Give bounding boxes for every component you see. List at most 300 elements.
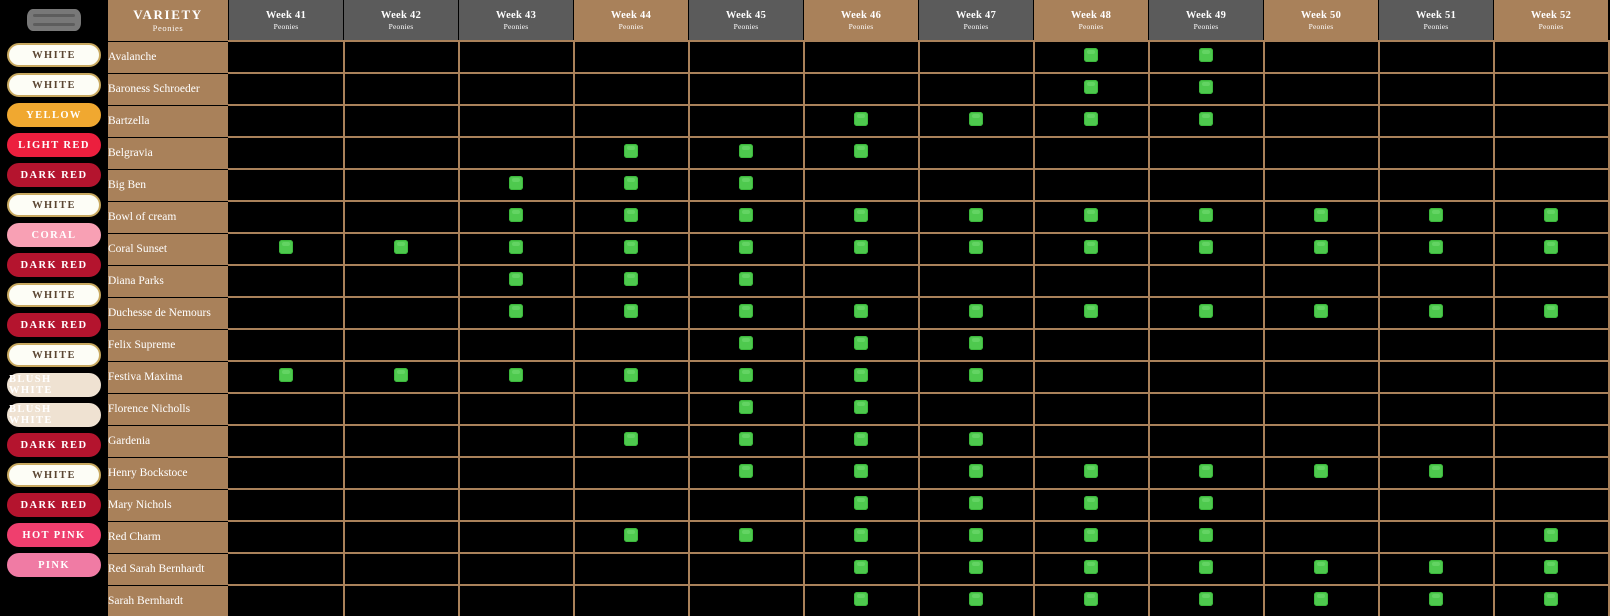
- availability-cell[interactable]: [1494, 201, 1609, 233]
- availability-cell[interactable]: [919, 233, 1034, 265]
- available-dot-icon: [969, 592, 983, 606]
- availability-cell[interactable]: [689, 105, 804, 137]
- availability-cell[interactable]: [919, 137, 1034, 169]
- availability-cell[interactable]: [229, 393, 344, 425]
- availability-cell[interactable]: [344, 393, 459, 425]
- availability-cell[interactable]: [804, 137, 919, 169]
- availability-cell[interactable]: [574, 521, 689, 553]
- availability-cell[interactable]: [804, 393, 919, 425]
- availability-cell[interactable]: [344, 553, 459, 585]
- week-label: Week 46: [840, 9, 882, 21]
- variety-name-cell[interactable]: Mary Nichols: [108, 489, 229, 521]
- availability-cell[interactable]: [459, 297, 574, 329]
- availability-cell[interactable]: [1379, 329, 1494, 361]
- availability-cell[interactable]: [229, 361, 344, 393]
- week-sublabel: Peonies: [618, 21, 644, 31]
- legend-item[interactable]: [0, 220, 108, 250]
- availability-cell[interactable]: [1264, 329, 1379, 361]
- availability-cell[interactable]: [574, 457, 689, 489]
- legend-item[interactable]: [0, 160, 108, 190]
- available-dot-icon: [509, 176, 523, 190]
- legend-item[interactable]: [0, 310, 108, 340]
- availability-cell[interactable]: [919, 265, 1034, 297]
- legend-item[interactable]: [0, 40, 108, 70]
- availability-cell[interactable]: [1379, 233, 1494, 265]
- availability-cell[interactable]: [459, 585, 574, 616]
- availability-cell[interactable]: [459, 41, 574, 73]
- availability-cell[interactable]: [1494, 425, 1609, 457]
- legend-item[interactable]: [0, 550, 108, 580]
- availability-cell[interactable]: [1034, 41, 1149, 73]
- availability-cell[interactable]: [804, 585, 919, 616]
- availability-cell[interactable]: [229, 41, 344, 73]
- variety-subtitle: Peonies: [152, 23, 184, 34]
- availability-cell[interactable]: [1264, 137, 1379, 169]
- column-header-week[interactable]: [1379, 0, 1494, 41]
- column-header-week[interactable]: [1034, 0, 1149, 41]
- availability-cell[interactable]: [344, 425, 459, 457]
- availability-cell[interactable]: [919, 297, 1034, 329]
- availability-cell[interactable]: [1494, 105, 1609, 137]
- availability-cell[interactable]: [574, 169, 689, 201]
- availability-cell[interactable]: [1494, 41, 1609, 73]
- legend-item[interactable]: [0, 430, 108, 460]
- legend-item[interactable]: [0, 100, 108, 130]
- available-dot-icon: [739, 336, 753, 350]
- legend-item[interactable]: [0, 400, 108, 430]
- legend-color-pill: WHITE: [7, 283, 101, 307]
- availability-cell[interactable]: [1149, 425, 1264, 457]
- availability-cell[interactable]: [919, 393, 1034, 425]
- availability-cell[interactable]: [1264, 41, 1379, 73]
- availability-cell[interactable]: [1494, 329, 1609, 361]
- availability-cell[interactable]: [1149, 41, 1264, 73]
- available-dot-icon: [1084, 464, 1098, 478]
- availability-cell[interactable]: [1264, 361, 1379, 393]
- availability-cell[interactable]: [459, 73, 574, 105]
- column-header-week[interactable]: [459, 0, 574, 41]
- availability-cell[interactable]: [344, 329, 459, 361]
- availability-cell[interactable]: [1034, 297, 1149, 329]
- availability-cell[interactable]: [574, 393, 689, 425]
- availability-cell[interactable]: [1034, 393, 1149, 425]
- availability-cell[interactable]: [1034, 233, 1149, 265]
- availability-cell[interactable]: [574, 585, 689, 616]
- availability-cell[interactable]: [574, 329, 689, 361]
- column-header-week[interactable]: [1264, 0, 1379, 41]
- availability-cell[interactable]: [689, 73, 804, 105]
- week-label: Week 44: [610, 9, 652, 21]
- week-label: Week 48: [1070, 9, 1112, 21]
- availability-cell[interactable]: [459, 137, 574, 169]
- availability-cell[interactable]: [1149, 489, 1264, 521]
- availability-cell[interactable]: [1494, 521, 1609, 553]
- availability-cell[interactable]: [1379, 41, 1494, 73]
- availability-cell[interactable]: [804, 105, 919, 137]
- available-dot-icon: [739, 240, 753, 254]
- availability-cell[interactable]: [1149, 361, 1264, 393]
- availability-cell[interactable]: [1264, 201, 1379, 233]
- variety-name-cell[interactable]: Coral Sunset: [108, 233, 229, 265]
- availability-cell[interactable]: [804, 73, 919, 105]
- availability-cell[interactable]: [229, 585, 344, 616]
- availability-cell[interactable]: [1494, 265, 1609, 297]
- variety-name-cell[interactable]: Felix Supreme: [108, 329, 229, 361]
- available-dot-icon: [854, 528, 868, 542]
- availability-cell[interactable]: [459, 361, 574, 393]
- availability-cell[interactable]: [344, 41, 459, 73]
- legend-item[interactable]: [0, 70, 108, 100]
- availability-cell[interactable]: [689, 329, 804, 361]
- availability-cell[interactable]: [1494, 361, 1609, 393]
- available-dot-icon: [1429, 304, 1443, 318]
- availability-cell[interactable]: [574, 265, 689, 297]
- availability-cell[interactable]: [1264, 489, 1379, 521]
- availability-cell[interactable]: [229, 169, 344, 201]
- legend-item[interactable]: [0, 130, 108, 160]
- availability-cell[interactable]: [1149, 137, 1264, 169]
- availability-cell[interactable]: [1034, 521, 1149, 553]
- availability-cell[interactable]: [344, 489, 459, 521]
- availability-cell[interactable]: [1379, 521, 1494, 553]
- variety-name-cell[interactable]: Duchesse de Nemours: [108, 297, 229, 329]
- availability-cell[interactable]: [689, 169, 804, 201]
- availability-cell[interactable]: [1264, 169, 1379, 201]
- availability-cell[interactable]: [229, 521, 344, 553]
- availability-cell[interactable]: [1034, 201, 1149, 233]
- availability-cell[interactable]: [1379, 265, 1494, 297]
- availability-cell[interactable]: [344, 137, 459, 169]
- availability-cell[interactable]: [804, 233, 919, 265]
- availability-cell[interactable]: [574, 105, 689, 137]
- available-dot-icon: [1199, 48, 1213, 62]
- variety-name-cell[interactable]: Sarah Bernhardt: [108, 585, 229, 616]
- availability-cell[interactable]: [459, 457, 574, 489]
- availability-cell[interactable]: [1034, 585, 1149, 616]
- availability-cell[interactable]: [689, 393, 804, 425]
- availability-cell[interactable]: [574, 137, 689, 169]
- availability-cell[interactable]: [1264, 585, 1379, 616]
- availability-cell[interactable]: [1034, 105, 1149, 137]
- availability-cell[interactable]: [689, 425, 804, 457]
- availability-cell[interactable]: [1264, 73, 1379, 105]
- availability-cell[interactable]: [1034, 169, 1149, 201]
- availability-cell[interactable]: [229, 105, 344, 137]
- available-dot-icon: [854, 496, 868, 510]
- availability-cell[interactable]: [1264, 457, 1379, 489]
- availability-cell[interactable]: [1149, 585, 1264, 616]
- availability-cell[interactable]: [919, 585, 1034, 616]
- availability-cell[interactable]: [229, 425, 344, 457]
- column-header-week[interactable]: [1149, 0, 1264, 41]
- availability-cell[interactable]: [804, 553, 919, 585]
- availability-cell[interactable]: [459, 265, 574, 297]
- table-row: [108, 553, 1609, 585]
- availability-cell[interactable]: [1494, 393, 1609, 425]
- availability-cell[interactable]: [1149, 553, 1264, 585]
- availability-cell[interactable]: [1264, 393, 1379, 425]
- available-dot-icon: [509, 304, 523, 318]
- availability-cell[interactable]: [344, 361, 459, 393]
- availability-cell[interactable]: [1264, 521, 1379, 553]
- availability-cell[interactable]: [804, 425, 919, 457]
- availability-cell[interactable]: [1149, 169, 1264, 201]
- availability-cell[interactable]: [229, 137, 344, 169]
- availability-cell[interactable]: [804, 265, 919, 297]
- availability-cell[interactable]: [1034, 489, 1149, 521]
- column-header-week[interactable]: [804, 0, 919, 41]
- availability-cell[interactable]: [919, 73, 1034, 105]
- legend-item[interactable]: [0, 280, 108, 310]
- column-header-week[interactable]: [689, 0, 804, 41]
- availability-cell[interactable]: [574, 201, 689, 233]
- availability-cell[interactable]: [574, 553, 689, 585]
- availability-cell[interactable]: [1379, 169, 1494, 201]
- availability-cell[interactable]: [689, 457, 804, 489]
- availability-cell[interactable]: [1264, 105, 1379, 137]
- variety-name-cell[interactable]: Avalanche: [108, 41, 229, 73]
- available-dot-icon: [1084, 560, 1098, 574]
- availability-cell[interactable]: [1494, 489, 1609, 521]
- availability-cell[interactable]: [1494, 553, 1609, 585]
- variety-name-cell[interactable]: Red Sarah Bernhardt: [108, 553, 229, 585]
- availability-cell[interactable]: [1494, 585, 1609, 616]
- availability-cell[interactable]: [229, 73, 344, 105]
- availability-cell[interactable]: [689, 521, 804, 553]
- available-dot-icon: [854, 592, 868, 606]
- availability-cell[interactable]: [1494, 297, 1609, 329]
- availability-cell[interactable]: [1034, 73, 1149, 105]
- availability-cell[interactable]: [919, 201, 1034, 233]
- availability-cell[interactable]: [574, 361, 689, 393]
- availability-cell[interactable]: [229, 265, 344, 297]
- availability-cell[interactable]: [919, 521, 1034, 553]
- availability-cell[interactable]: [1379, 425, 1494, 457]
- availability-cell[interactable]: [229, 329, 344, 361]
- availability-cell[interactable]: [459, 201, 574, 233]
- availability-cell[interactable]: [344, 105, 459, 137]
- availability-cell[interactable]: [1494, 169, 1609, 201]
- column-header-week[interactable]: [344, 0, 459, 41]
- legend-item[interactable]: [0, 460, 108, 490]
- availability-cell[interactable]: [689, 489, 804, 521]
- availability-cell[interactable]: [459, 521, 574, 553]
- availability-cell[interactable]: [804, 169, 919, 201]
- availability-cell[interactable]: [689, 553, 804, 585]
- availability-cell[interactable]: [574, 73, 689, 105]
- available-dot-icon: [1199, 528, 1213, 542]
- variety-name-cell[interactable]: Gardenia: [108, 425, 229, 457]
- available-dot-icon: [1314, 208, 1328, 222]
- availability-cell[interactable]: [804, 489, 919, 521]
- availability-cell[interactable]: [804, 329, 919, 361]
- availability-cell[interactable]: [1379, 457, 1494, 489]
- availability-cell[interactable]: [1034, 265, 1149, 297]
- availability-cell[interactable]: [344, 585, 459, 616]
- availability-cell[interactable]: [1149, 393, 1264, 425]
- availability-cell[interactable]: [1494, 137, 1609, 169]
- column-header-week[interactable]: [229, 0, 344, 41]
- availability-cell[interactable]: [1379, 553, 1494, 585]
- availability-cell[interactable]: [459, 105, 574, 137]
- availability-cell[interactable]: [574, 425, 689, 457]
- availability-cell[interactable]: [804, 41, 919, 73]
- availability-cell[interactable]: [459, 233, 574, 265]
- availability-cell[interactable]: [919, 361, 1034, 393]
- available-dot-icon: [1429, 208, 1443, 222]
- column-header-week[interactable]: [574, 0, 689, 41]
- availability-cell[interactable]: [1379, 105, 1494, 137]
- variety-name-cell[interactable]: Baroness Schroeder: [108, 73, 229, 105]
- availability-cell[interactable]: [459, 393, 574, 425]
- legend-item[interactable]: [0, 340, 108, 370]
- availability-cell[interactable]: [344, 233, 459, 265]
- availability-cell[interactable]: [1379, 73, 1494, 105]
- availability-cell[interactable]: [459, 425, 574, 457]
- availability-cell[interactable]: [574, 297, 689, 329]
- availability-cell[interactable]: [1149, 457, 1264, 489]
- variety-name-cell[interactable]: Big Ben: [108, 169, 229, 201]
- legend-item[interactable]: [0, 190, 108, 220]
- availability-cell[interactable]: [1034, 553, 1149, 585]
- availability-cell[interactable]: [1149, 105, 1264, 137]
- legend-item[interactable]: [0, 520, 108, 550]
- availability-cell[interactable]: [344, 297, 459, 329]
- variety-name-cell[interactable]: Diana Parks: [108, 265, 229, 297]
- table-row: [108, 585, 1609, 616]
- available-dot-icon: [624, 176, 638, 190]
- legend-item[interactable]: [0, 250, 108, 280]
- availability-cell[interactable]: [574, 233, 689, 265]
- availability-cell[interactable]: [459, 329, 574, 361]
- availability-cell[interactable]: [229, 233, 344, 265]
- availability-cell[interactable]: [1379, 297, 1494, 329]
- availability-cell[interactable]: [1264, 233, 1379, 265]
- available-dot-icon: [969, 432, 983, 446]
- availability-cell[interactable]: [229, 297, 344, 329]
- legend-item[interactable]: [0, 490, 108, 520]
- variety-name-cell[interactable]: Red Charm: [108, 521, 229, 553]
- available-dot-icon: [969, 336, 983, 350]
- availability-cell[interactable]: [919, 425, 1034, 457]
- availability-cell[interactable]: [919, 489, 1034, 521]
- availability-cell[interactable]: [459, 489, 574, 521]
- availability-cell[interactable]: [344, 521, 459, 553]
- availability-cell[interactable]: [1149, 265, 1264, 297]
- availability-cell[interactable]: [1494, 73, 1609, 105]
- availability-cell[interactable]: [689, 201, 804, 233]
- availability-cell[interactable]: [229, 489, 344, 521]
- availability-cell[interactable]: [689, 265, 804, 297]
- availability-cell[interactable]: [1149, 233, 1264, 265]
- availability-cell[interactable]: [1494, 233, 1609, 265]
- availability-cell[interactable]: [344, 265, 459, 297]
- availability-cell[interactable]: [229, 553, 344, 585]
- available-dot-icon: [624, 208, 638, 222]
- availability-cell[interactable]: [1264, 297, 1379, 329]
- available-dot-icon: [1084, 112, 1098, 126]
- availability-cell[interactable]: [689, 137, 804, 169]
- availability-cell[interactable]: [459, 169, 574, 201]
- availability-cell[interactable]: [919, 553, 1034, 585]
- availability-cell[interactable]: [804, 521, 919, 553]
- availability-cell[interactable]: [1034, 457, 1149, 489]
- logo-badge-icon: [27, 9, 81, 31]
- availability-cell[interactable]: [804, 361, 919, 393]
- availability-cell[interactable]: [574, 41, 689, 73]
- availability-cell[interactable]: [919, 457, 1034, 489]
- availability-cell[interactable]: [804, 201, 919, 233]
- legend-color-pill: YELLOW: [7, 103, 101, 127]
- availability-cell[interactable]: [1149, 329, 1264, 361]
- availability-cell[interactable]: [344, 201, 459, 233]
- availability-cell[interactable]: [689, 233, 804, 265]
- availability-cell[interactable]: [1379, 361, 1494, 393]
- available-dot-icon: [969, 464, 983, 478]
- variety-name-cell[interactable]: Bartzella: [108, 105, 229, 137]
- availability-cell[interactable]: [1034, 329, 1149, 361]
- availability-cell[interactable]: [344, 169, 459, 201]
- availability-cell[interactable]: [804, 297, 919, 329]
- availability-cell[interactable]: [1379, 585, 1494, 616]
- availability-cell[interactable]: [1379, 137, 1494, 169]
- column-header-week[interactable]: [1494, 0, 1609, 41]
- variety-name-cell[interactable]: Festiva Maxima: [108, 361, 229, 393]
- availability-cell[interactable]: [1264, 265, 1379, 297]
- availability-cell[interactable]: [689, 297, 804, 329]
- available-dot-icon: [1429, 464, 1443, 478]
- availability-cell[interactable]: [1034, 137, 1149, 169]
- availability-cell[interactable]: [1034, 425, 1149, 457]
- availability-cell[interactable]: [459, 553, 574, 585]
- variety-name-cell[interactable]: Belgravia: [108, 137, 229, 169]
- availability-cell[interactable]: [1379, 489, 1494, 521]
- availability-cell[interactable]: [229, 457, 344, 489]
- legend-item[interactable]: [0, 370, 108, 400]
- legend-color-pill: HOT PINK: [7, 523, 101, 547]
- availability-cell[interactable]: [229, 201, 344, 233]
- availability-cell[interactable]: [344, 457, 459, 489]
- variety-name-cell[interactable]: Florence Nicholls: [108, 393, 229, 425]
- variety-title: VARIETY: [133, 7, 203, 23]
- availability-cell[interactable]: [1379, 201, 1494, 233]
- availability-cell[interactable]: [1149, 521, 1264, 553]
- availability-cell[interactable]: [919, 105, 1034, 137]
- availability-cell[interactable]: [1264, 425, 1379, 457]
- legend-color-pill: WHITE: [7, 73, 101, 97]
- availability-cell[interactable]: [1149, 297, 1264, 329]
- variety-name-cell[interactable]: Henry Bockstoce: [108, 457, 229, 489]
- variety-name-cell[interactable]: Bowl of cream: [108, 201, 229, 233]
- availability-cell[interactable]: [689, 585, 804, 616]
- availability-cell[interactable]: [1494, 457, 1609, 489]
- week-sublabel: Peonies: [503, 21, 529, 31]
- availability-cell[interactable]: [919, 41, 1034, 73]
- availability-cell[interactable]: [344, 73, 459, 105]
- column-header-week[interactable]: [919, 0, 1034, 41]
- availability-cell[interactable]: [919, 169, 1034, 201]
- availability-cell[interactable]: [1379, 393, 1494, 425]
- availability-cell[interactable]: [689, 361, 804, 393]
- availability-cell[interactable]: [804, 457, 919, 489]
- availability-cell[interactable]: [1264, 553, 1379, 585]
- availability-cell[interactable]: [689, 41, 804, 73]
- availability-cell[interactable]: [919, 329, 1034, 361]
- availability-cell[interactable]: [574, 489, 689, 521]
- availability-cell[interactable]: [1149, 201, 1264, 233]
- availability-cell[interactable]: [1149, 73, 1264, 105]
- availability-cell[interactable]: [1034, 361, 1149, 393]
